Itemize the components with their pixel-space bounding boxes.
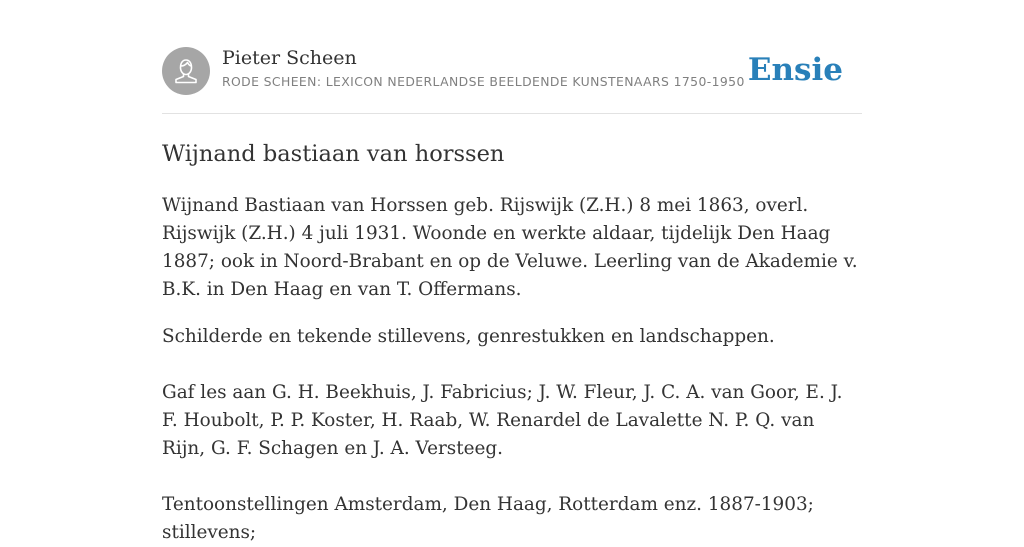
ensie-logo[interactable]: Ensie (747, 52, 843, 88)
paragraph-biography: Wijnand Bastiaan van Horssen geb. Rijswijk (Z.H.) 8 mei 1863, overl. Rijswijk (Z.H.) 4 juli 1931. Woonde en werkte aldaar, tijdelijk Den Haag 1887; ook in Noord-Brabant en op de Veluwe. Leerling van de Akademie v. B.K. in Den Haag en van T. Offermans. (162, 195, 858, 300)
paragraph-exhibitions: Tentoonstellingen Amsterdam, Den Haag, Rotterdam enz. 1887-1903; stillevens; (162, 494, 814, 543)
page (162, 0, 862, 547)
article-header (162, 46, 862, 114)
source-label[interactable]: RODE SCHEEN: LEXICON NEDERLANDSE BEELDENDE KUNSTENAARS 1750-1950 (222, 74, 745, 89)
article-body (162, 192, 862, 547)
article-title: Wijnand bastiaan van horssen (162, 141, 505, 167)
user-icon (162, 47, 210, 95)
paragraph-students: Gaf les aan G. H. Beekhuis, J. Fabricius; J. W. Fleur, J. C. A. van Goor, E. J. F. Houbolt, P. P. Koster, H. Raab, W. Renardel de Lavalette N. P. Q. van Rijn, G. F. Schagen en J. A. Versteeg. (162, 382, 843, 459)
author-name-link[interactable]: Pieter Scheen (222, 47, 357, 69)
paragraph-subjects: Schilderde en tekende stillevens, genrestukken en landschappen. (162, 326, 775, 347)
author-avatar[interactable] (162, 47, 210, 95)
